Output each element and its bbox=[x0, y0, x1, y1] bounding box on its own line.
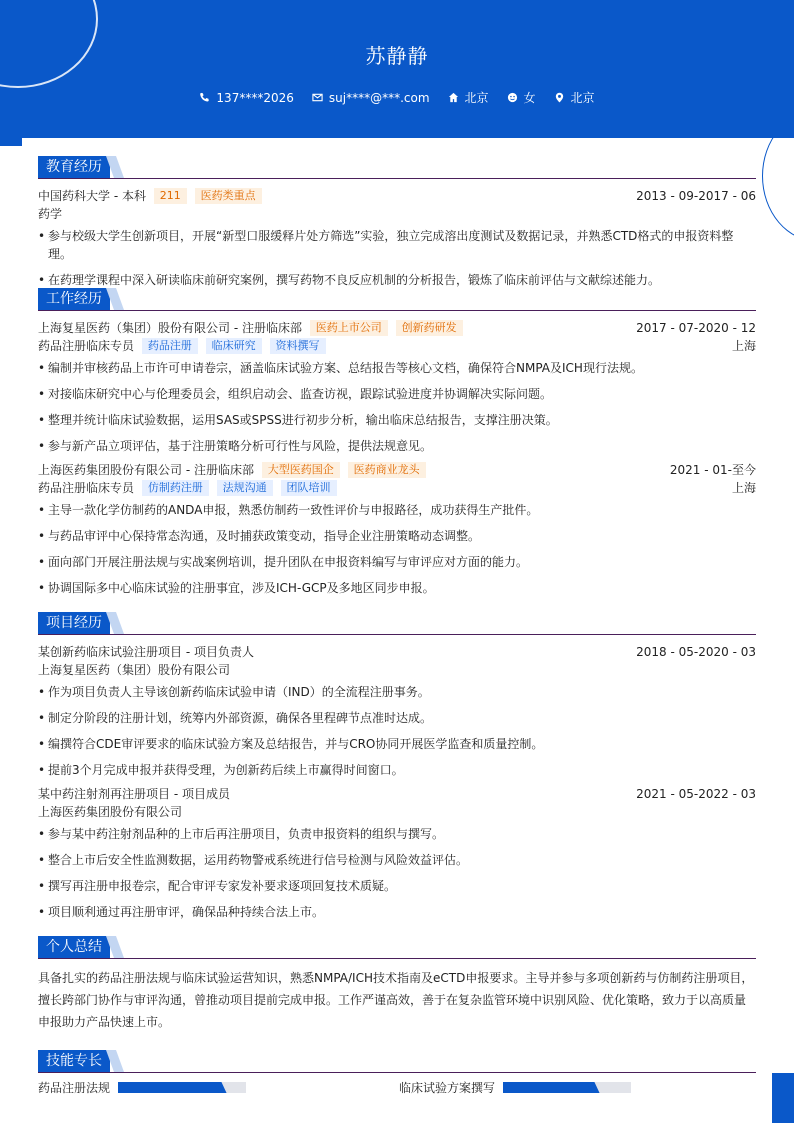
job-header bbox=[38, 319, 756, 337]
list-item: • 整合上市后安全性监测数据，运用药物警戒系统进行信号检测与风险效益评估。 bbox=[38, 851, 756, 869]
contact-home bbox=[448, 89, 489, 106]
list-item: • 项目顺利通过再注册审评，确保品种持续合法上市。 bbox=[38, 903, 756, 921]
section-title: 个人总结 bbox=[38, 936, 110, 958]
list-item: • 提前3个月完成申报并获得受理，为创新药后续上市赢得时间窗口。 bbox=[38, 761, 756, 779]
job-city: 上海 bbox=[731, 481, 756, 495]
project-bullets bbox=[38, 825, 756, 921]
section-header bbox=[38, 612, 756, 635]
school-name: 中国药科大学 - 本科 bbox=[38, 189, 146, 203]
email-text: suj****@***.com bbox=[328, 90, 430, 105]
list-item: • 参与校级大学生创新项目，开展“新型口服缓释片处方筛选”实验，独立完成溶出度测试及数据记录，并熟悉CTD格式的申报资料整理。 bbox=[38, 227, 756, 263]
skill-item bbox=[38, 1079, 246, 1096]
company-tag: 医药商业龙头 bbox=[348, 462, 426, 478]
skill-name: 临床试验方案撰写 bbox=[399, 1081, 496, 1095]
skill-tag: 药品注册 bbox=[142, 338, 198, 354]
header-tab-decoration bbox=[0, 136, 22, 146]
skill-tag: 资料撰写 bbox=[270, 338, 326, 354]
company-tag: 大型医药国企 bbox=[262, 462, 340, 478]
project-date: 2021 - 05-2022 - 03 bbox=[636, 787, 756, 801]
list-item: • 参与某中药注射剂品种的上市后再注册项目，负责申报资料的组织与撰写。 bbox=[38, 825, 756, 843]
list-item: • 主导一款化学仿制药的ANDA申报，熟悉仿制药一致性评价与申报路径，成功获得生产批件。 bbox=[38, 501, 756, 519]
section-title: 工作经历 bbox=[38, 288, 110, 310]
job-bullets bbox=[38, 501, 756, 597]
job-position-row bbox=[38, 337, 756, 355]
list-item: • 协调国际多中心临床试验的注册事宜，涉及ICH-GCP及多地区同步申报。 bbox=[38, 579, 756, 597]
school-tag: 医药类重点 bbox=[195, 188, 262, 204]
project-name: 某创新药临床试验注册项目 - 项目负责人 bbox=[38, 645, 254, 659]
skill-level-fill bbox=[503, 1082, 593, 1093]
list-item: • 在药理学课程中深入研读临床前研究案例，撰写药物不良反应机制的分析报告，锻炼了临床前评估与文献综述能力。 bbox=[38, 271, 756, 289]
list-item: • 编撰符合CDE审评要求的临床试验方案及总结报告，并与CRO协同开展医学监查和质量控制。 bbox=[38, 735, 756, 753]
job-bullets bbox=[38, 359, 756, 455]
contact-bar bbox=[0, 89, 794, 106]
phone-icon bbox=[199, 92, 210, 103]
phone-text: 137****2026 bbox=[216, 90, 294, 105]
contact-email bbox=[312, 89, 430, 106]
company-tag: 医药上市公司 bbox=[310, 320, 388, 336]
company-tag: 创新药研发 bbox=[396, 320, 463, 336]
skill-tag: 仿制药注册 bbox=[142, 480, 209, 496]
location-text: 北京 bbox=[570, 91, 595, 105]
gender-icon bbox=[507, 92, 518, 103]
section-title: 教育经历 bbox=[38, 156, 110, 178]
project-org: 上海医药集团股份有限公司 bbox=[38, 805, 183, 819]
education-bullets bbox=[38, 227, 756, 289]
job-position-row bbox=[38, 479, 756, 497]
skill-level-bar bbox=[503, 1082, 631, 1093]
education-row bbox=[38, 187, 756, 205]
skill-level-bar bbox=[118, 1082, 246, 1093]
email-icon bbox=[312, 92, 323, 103]
summary-text: 具备扎实的药品注册法规与临床试验运营知识，熟悉NMPA/ICH技术指南及eCTD申报要求。主导并参与多项创新药与仿制药注册项目，擅长跨部门协作与审评沟通，曾推动项目提前完成申报。工作严谨高效，善于在复杂监管环境中识别风险、优化策略，致力于以高质量申报助力产品快速上市。 bbox=[38, 971, 754, 1029]
list-item: • 参与新产品立项评估，基于注册策略分析可行性与风险，提供法规意见。 bbox=[38, 437, 756, 455]
job-position: 药品注册临床专员 bbox=[38, 339, 135, 353]
section-title: 项目经历 bbox=[38, 612, 110, 634]
contact-gender bbox=[507, 89, 536, 106]
job-header bbox=[38, 461, 756, 479]
job-date: 2021 - 01-至今 bbox=[669, 463, 756, 477]
section-header bbox=[38, 156, 756, 179]
skill-tag: 团队培训 bbox=[281, 480, 337, 496]
skill-tag: 法规沟通 bbox=[217, 480, 273, 496]
skill-name: 药品注册法规 bbox=[38, 1081, 111, 1095]
resume-header bbox=[0, 0, 794, 138]
location-icon bbox=[554, 92, 565, 103]
education-date: 2013 - 09-2017 - 06 bbox=[636, 189, 756, 203]
projects-section bbox=[38, 612, 756, 921]
home-icon bbox=[448, 92, 459, 103]
project-date: 2018 - 05-2020 - 03 bbox=[636, 645, 756, 659]
list-item: • 面向部门开展注册法规与实战案例培训，提升团队在申报资料编写与审评应对方面的能力。 bbox=[38, 553, 756, 571]
project-org: 上海复星医药（集团）股份有限公司 bbox=[38, 663, 231, 677]
project-name: 某中药注射剂再注册项目 - 项目成员 bbox=[38, 787, 230, 801]
section-title: 技能专长 bbox=[38, 1050, 110, 1072]
corner-decoration bbox=[772, 1073, 794, 1123]
skills-section bbox=[38, 1050, 756, 1099]
project-header bbox=[38, 643, 756, 661]
list-item: • 撰写再注册申报卷宗，配合审评专家发补要求逐项回复技术质疑。 bbox=[38, 877, 756, 895]
list-item: • 与药品审评中心保持常态沟通，及时捕获政策变动，指导企业注册策略动态调整。 bbox=[38, 527, 756, 545]
project-bullets bbox=[38, 683, 756, 779]
section-header bbox=[38, 1050, 756, 1073]
skills-list bbox=[38, 1079, 756, 1099]
contact-location bbox=[554, 89, 595, 106]
summary-section bbox=[38, 936, 756, 1033]
contact-phone bbox=[199, 89, 293, 106]
school-tag: 211 bbox=[154, 188, 187, 204]
work-section bbox=[38, 288, 756, 597]
skill-level-fill bbox=[118, 1082, 220, 1093]
home-text: 北京 bbox=[464, 91, 489, 105]
skill-item bbox=[399, 1079, 631, 1096]
job-position: 药品注册临床专员 bbox=[38, 481, 135, 495]
section-header bbox=[38, 936, 756, 959]
list-item: • 制定分阶段的注册计划，统筹内外部资源，确保各里程碑节点准时达成。 bbox=[38, 709, 756, 727]
project-header bbox=[38, 785, 756, 803]
list-item: • 整理并统计临床试验数据，运用SAS或SPSS进行初步分析，输出临床总结报告，支撑注册决策。 bbox=[38, 411, 756, 429]
major: 药学 bbox=[38, 207, 63, 221]
list-item: • 对接临床研究中心与伦理委员会，组织启动会、监查访视，跟踪试验进度并协调解决实际问题。 bbox=[38, 385, 756, 403]
job-city: 上海 bbox=[731, 339, 756, 353]
company-name: 上海复星医药（集团）股份有限公司 - 注册临床部 bbox=[38, 321, 302, 335]
job-date: 2017 - 07-2020 - 12 bbox=[636, 321, 756, 335]
company-name: 上海医药集团股份有限公司 - 注册临床部 bbox=[38, 463, 254, 477]
candidate-name: 苏静静 bbox=[365, 44, 429, 68]
section-header bbox=[38, 288, 756, 311]
list-item: • 编制并审核药品上市许可申请卷宗，涵盖临床试验方案、总结报告等核心文档，确保符合NMPA及ICH现行法规。 bbox=[38, 359, 756, 377]
education-section bbox=[38, 156, 756, 289]
list-item: • 作为项目负责人主导该创新药临床试验申请（IND）的全流程注册事务。 bbox=[38, 683, 756, 701]
gender-text: 女 bbox=[523, 91, 536, 105]
skill-tag: 临床研究 bbox=[206, 338, 262, 354]
